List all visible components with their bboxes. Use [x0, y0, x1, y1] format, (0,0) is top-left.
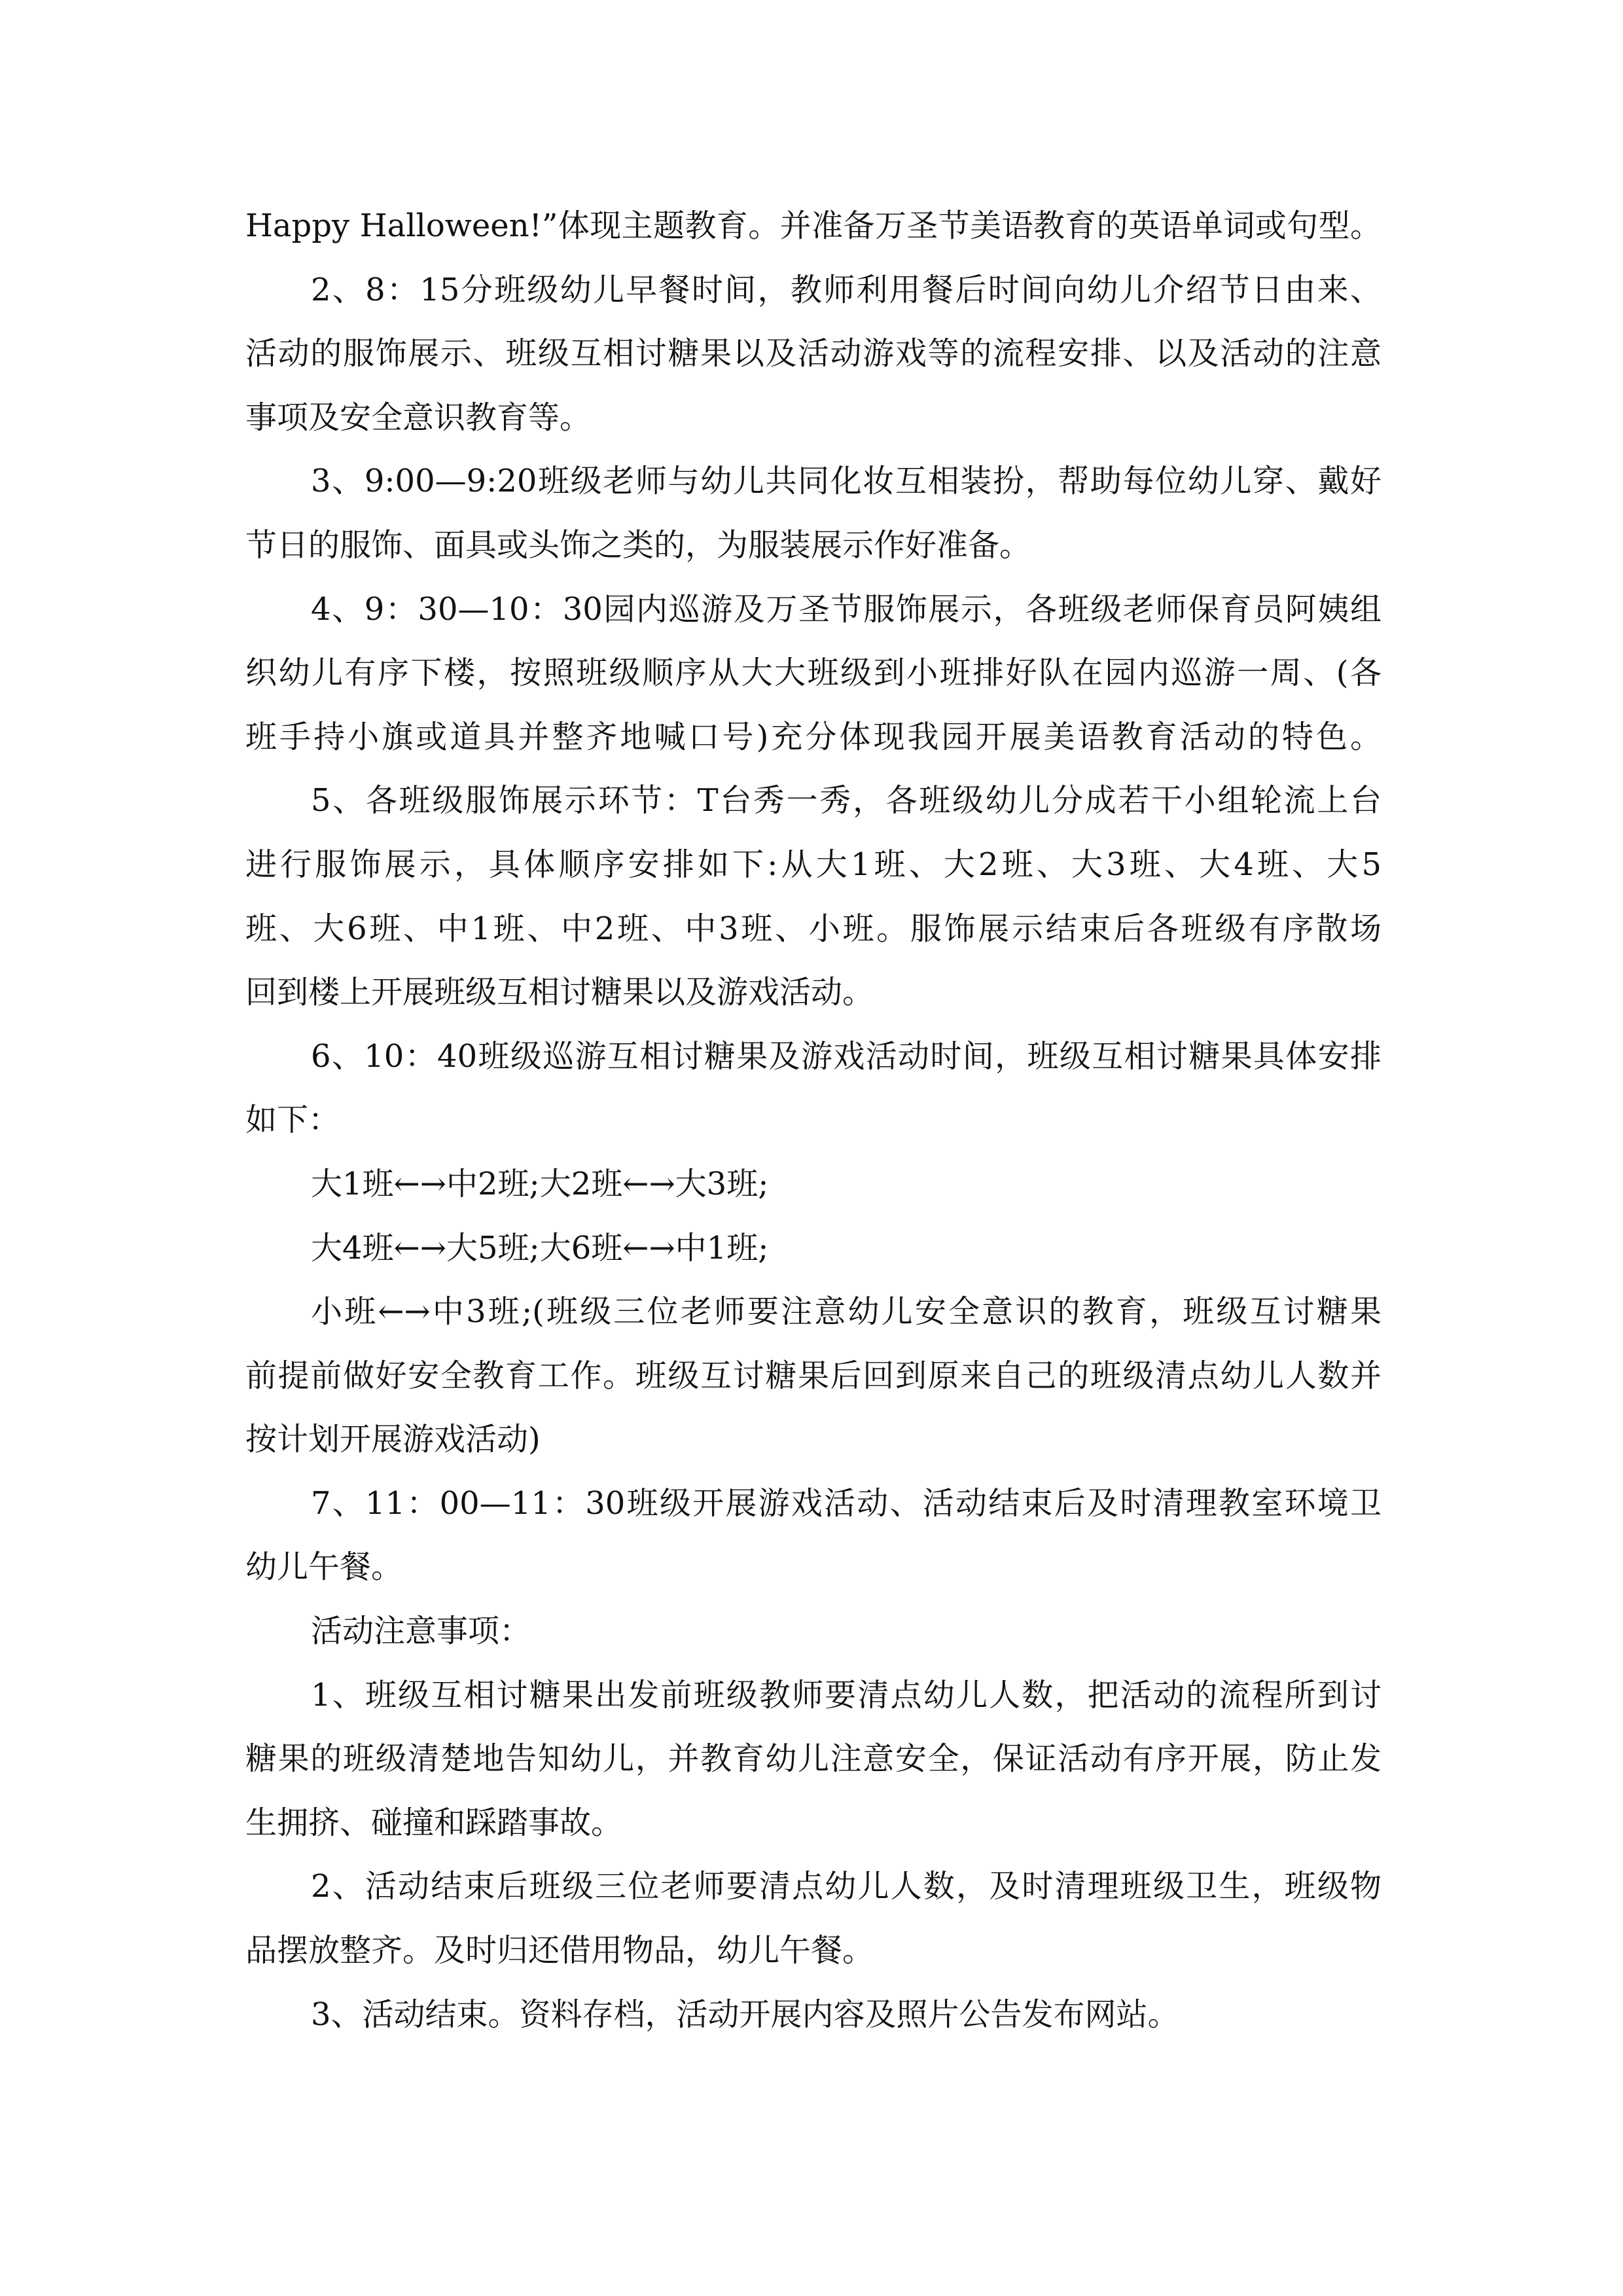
- text-line: 2、8：15分班级幼儿早餐时间，教师利用餐后时间向幼儿介绍节日由来、: [311, 271, 1382, 308]
- text-line: 班、大6班、中1班、中2班、中3班、小班。服饰展示结束后各班级有序散场: [245, 910, 1382, 947]
- text-line: 小班←→中3班;(班级三位老师要注意幼儿安全意识的教育，班级互讨糖果: [311, 1293, 1382, 1331]
- text-line: 按计划开展游戏活动): [245, 1421, 541, 1458]
- text-line: 5、各班级服饰展示环节：T台秀一秀，各班级幼儿分成若干小组轮流上台: [311, 782, 1382, 819]
- text-line: 班手持小旗或道具并整齐地喊口号)充分体现我园开展美语教育活动的特色。: [245, 718, 1382, 755]
- text-line: 事项及安全意识教育等。: [245, 399, 592, 436]
- text-line: 幼儿午餐。: [245, 1549, 403, 1586]
- text-line: 节日的服饰、面具或头饰之类的，为服装展示作好准备。: [245, 526, 1031, 564]
- text-line: 如下：: [245, 1102, 340, 1139]
- text-line: 1、班级互相讨糖果出发前班级教师要清点幼儿人数，把活动的流程所到讨: [311, 1676, 1382, 1713]
- text-line: 活动的服饰展示、班级互相讨糖果以及活动游戏等的流程安排、以及活动的注意: [245, 335, 1382, 372]
- text-line: 3、9:00—9:20班级老师与幼儿共同化妆互相装扮，帮助每位幼儿穿、戴好: [311, 463, 1382, 500]
- text-line: 3、活动结束。资料存档，活动开展内容及照片公告发布网站。: [311, 1996, 1179, 2033]
- text-line: 4、9：30—10：30园内巡游及万圣节服饰展示，各班级老师保育员阿姨组: [311, 590, 1382, 628]
- text-line: 2、活动结束后班级三位老师要清点幼儿人数，及时清理班级卫生，班级物: [311, 1868, 1382, 1905]
- text-line: 大4班←→大5班;大6班←→中1班;: [311, 1229, 769, 1266]
- text-line: 织幼儿有序下楼，按照班级顺序从大大班级到小班排好队在园内巡游一周、(各: [245, 655, 1382, 692]
- text-line: 回到楼上开展班级互相讨糖果以及游戏活动。: [245, 974, 874, 1011]
- text-line: 糖果的班级清楚地告知幼儿，并教育幼儿注意安全，保证活动有序开展，防止发: [245, 1740, 1382, 1778]
- text-line: 进行服饰展示，具体顺序安排如下:从大1班、大2班、大3班、大4班、大5: [245, 846, 1382, 883]
- text-line: 7、11：00—11：30班级开展游戏活动、活动结束后及时清理教室环境卫: [311, 1484, 1382, 1522]
- document-body: [245, 194, 1382, 2047]
- text-line: 6、10：40班级巡游互相讨糖果及游戏活动时间，班级互相讨糖果具体安排: [311, 1037, 1382, 1075]
- text-line: Happy Halloween!”体现主题教育。并准备万圣节美语教育的英语单词或句型。: [245, 207, 1382, 244]
- text-line: 大1班←→中2班;大2班←→大3班;: [311, 1165, 769, 1202]
- text-line: 品摆放整齐。及时归还借用物品，幼儿午餐。: [245, 1932, 874, 1969]
- text-line: 前提前做好安全教育工作。班级互讨糖果后回到原来自己的班级清点幼儿人数并: [245, 1357, 1382, 1394]
- text-line: 生拥挤、碰撞和踩踏事故。: [245, 1804, 623, 1841]
- section-heading: 活动注意事项：: [311, 1613, 531, 1650]
